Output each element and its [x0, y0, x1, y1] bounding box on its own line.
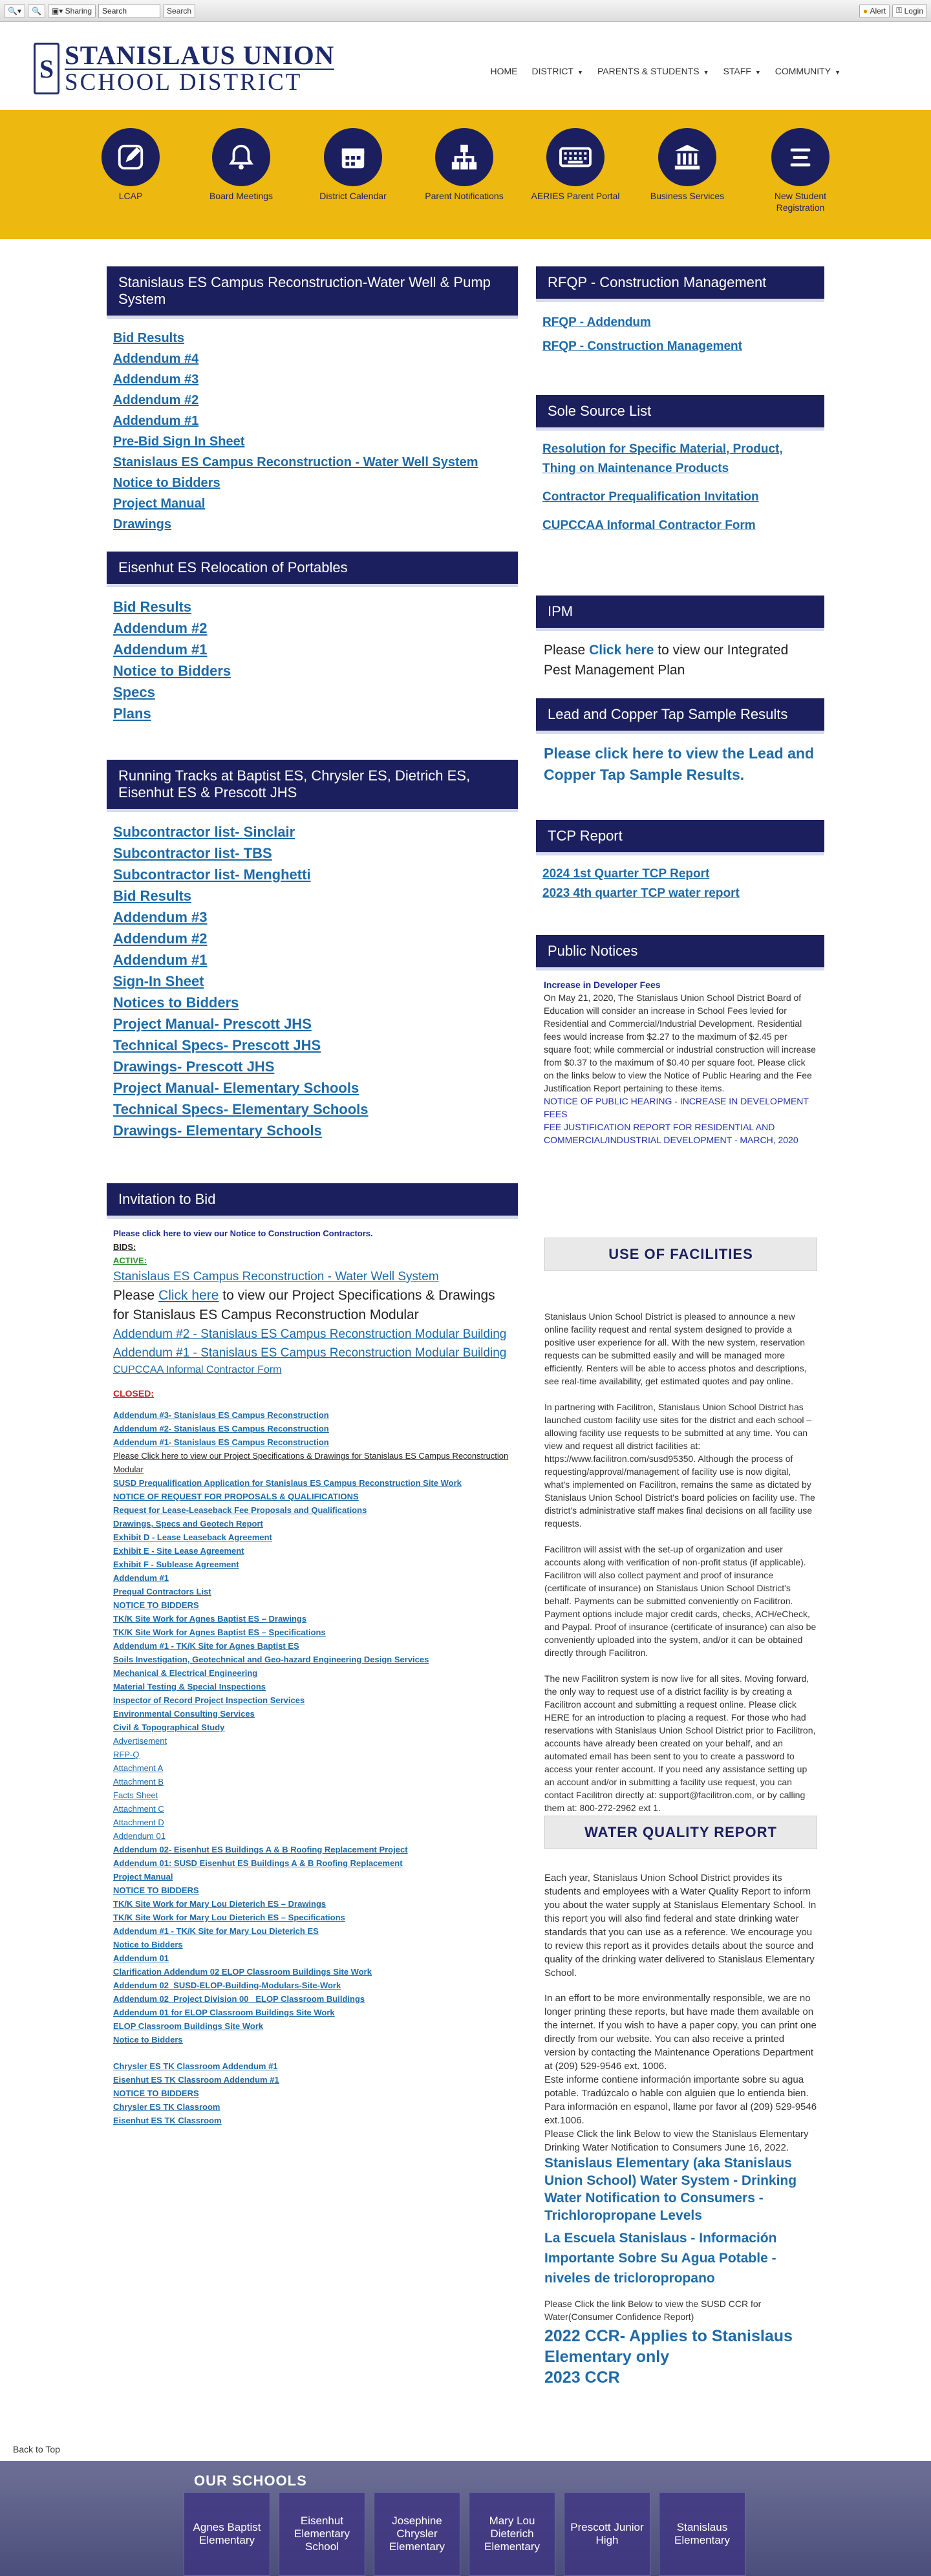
panel-tcp-report	[536, 820, 824, 912]
closed-bid-link[interactable]: TK/K Site Work for Mary Lou Dieterich ES – Specifications	[113, 1913, 345, 1922]
main-nav	[490, 66, 840, 76]
ipm-link[interactable]: Click here	[589, 643, 654, 658]
closed-bid-link[interactable]: Chrysler ES TK Classroom Addendum #1	[113, 2061, 278, 2071]
panel-link[interactable]: Drawings- Prescott JHS	[113, 1058, 275, 1075]
panel-link[interactable]: Pre-Bid Sign In Sheet	[113, 435, 245, 449]
notice-hearing-link[interactable]: NOTICE OF PUBLIC HEARING - INCREASE IN DEVELOPMENT FEES	[544, 1096, 809, 1119]
closed-bid-link[interactable]: Addendum 02- Eisenhut ES Buildings A & B Roofing Replacement Project	[113, 1845, 408, 1854]
chevron-down-icon: ▼	[577, 69, 583, 76]
quick-links-bar	[0, 110, 931, 239]
panel-link[interactable]: Specs	[113, 684, 155, 700]
quicklink-board-meetings[interactable]: Board Meetings	[196, 128, 286, 202]
closed-bid-link[interactable]: Eisenhut ES TK Classroom	[113, 2116, 222, 2125]
closed-bid-link[interactable]: Clarification Addendum 02 ELOP Classroom Buildings Site Work	[113, 1967, 372, 1977]
search-button[interactable]: Search	[163, 4, 195, 18]
active-link[interactable]: Stanislaus ES Campus Reconstruction - Water Well System	[113, 1270, 439, 1283]
active-link[interactable]: CUPCCAA Informal Contractor Form	[113, 1364, 282, 1375]
water-p5: Please Click the link Below to view the SUSD CCR for Water(Consumer Confidence Report)	[544, 2299, 762, 2322]
facilities-title: USE OF FACILITIES	[544, 1238, 817, 1271]
zoom-tool-button[interactable]: 🔍▾	[4, 4, 25, 18]
panel-link[interactable]: Addendum #4	[113, 352, 199, 366]
panel-water-well	[107, 266, 518, 544]
closed-bid-link[interactable]: Addendum 01	[113, 1953, 169, 1963]
key-icon: ⚿	[896, 6, 903, 15]
menu-icon	[786, 142, 815, 172]
water-p2: In an effort to be more environmentally responsible, we are no longer printing these reports, but have made them available on the internet. If you wish to have a paper copy, you can print one directly from our website. You can also receive a printed version by contacting the Maintenance Operations Department at (209) 529-9546 ext. 1006.	[544, 1993, 817, 2072]
panel-title: Public Notices	[536, 935, 824, 971]
quicklink-business-services[interactable]: Business Services	[642, 128, 733, 202]
closed-bid-link[interactable]: ELOP Classroom Buildings Site Work	[113, 2021, 264, 2031]
closed-bid-link[interactable]: Chrysler ES TK Classroom	[113, 2102, 220, 2112]
panel-title: Invitation to Bid	[107, 1183, 518, 1219]
panel-link[interactable]: RFQP - Construction Management	[542, 339, 742, 353]
click-here-link[interactable]: Click here	[158, 1288, 219, 1303]
closed-bid-link[interactable]: TK/K Site Work for Agnes Baptist ES – Specifications	[113, 1627, 326, 1637]
alert-button[interactable]: ● Alert	[859, 4, 890, 18]
logo-mark: S	[34, 43, 59, 94]
district-logo[interactable]	[34, 41, 334, 96]
zoom-out-button[interactable]: 🔍	[28, 4, 45, 18]
panel-title: Stanislaus ES Campus Reconstruction-Water Well & Pump System	[107, 266, 518, 319]
school-tile[interactable]: Stanislaus Elementary	[659, 2492, 745, 2576]
closed-bid-link[interactable]: Facts Sheet	[113, 1790, 158, 1800]
facilities-p3: Facilitron will assist with the set-up of organization and user accounts along with verification of non-profit status (if applicable). Facilitron will also collect payment and proof of insurance (certificate of insurance) on Stanislaus Union School District's behalf. Payments can be submitted conveniently on Facilitron. Payment options include major credit cards, checks, ACH/eCheck, and Paypal. Proof of insurance (certificate of insurance) can also be conveniently uploaded into the system, and/or it can be obtained directly through Facilitron.	[544, 1544, 817, 1658]
panel-title: RFQP - Construction Management	[536, 266, 824, 302]
nav-district[interactable]: DISTRICT ▼	[531, 66, 583, 76]
closed-bid-link[interactable]: Notice to Bidders	[113, 2035, 183, 2045]
closed-bid-link[interactable]: Addendum #1 - TK/K Site for Mary Lou Dieterich ES	[113, 1926, 319, 1936]
nav-parents-students[interactable]: PARENTS & STUDENTS ▼	[597, 66, 709, 76]
panel-link[interactable]: Project Manual	[113, 497, 206, 511]
school-tile[interactable]: Josephine Chrysler Elementary	[374, 2492, 460, 2576]
panel-link[interactable]: Addendum #1	[113, 414, 199, 428]
closed-bid-link[interactable]: Project Manual	[113, 1872, 173, 1882]
closed-bid-link[interactable]: Attachment C	[113, 1804, 164, 1814]
closed-bid-link[interactable]: Drawings, Specs and Geotech Report	[113, 1519, 263, 1529]
chevron-down-icon: ▼	[754, 69, 761, 76]
sitemap-icon	[449, 142, 479, 172]
school-tile[interactable]: Eisenhut Elementary School	[279, 2492, 365, 2576]
sharing-button[interactable]: ▣▾ Sharing	[48, 4, 96, 18]
facilities-p2: In partnering with Facilitron, Stanislaus Union School District has launched custom facility use sites for the district and each school – allowing facility use requests to be submitted at any time. You can view and request all district facilities at: https://www.facilitron.com/susd95350. Although the process of requesting/approval/management of facility use is now digital, what's implemented on Facilitron, remains the same as dictated by Stanislaus Union School District's board policies on facility use. The district's administrative staff makes final decisions on all facility use requests.	[544, 1402, 815, 1529]
closed-bid-link[interactable]: Mechanical & Electrical Engineering	[113, 1668, 258, 1678]
closed-bid-link[interactable]: Addendum #1	[113, 1573, 169, 1583]
calendar-icon	[338, 142, 368, 172]
panel-title: Running Tracks at Baptist ES, Chrysler ES, Dietrich ES, Eisenhut ES & Prescott JHS	[107, 760, 518, 812]
closed-bid-link[interactable]: Attachment A	[113, 1763, 164, 1773]
notice-body: On May 21, 2020, The Stanislaus Union School District Board of Education will consider an increase in School Fees levied for Residential and Commercial/Industrial Development. Residential fees would increase from $2.27 to the maximum of $2.45 per square foot; while commercial or industrial construction will increase from $0.37 to the maximum of $0.40 per square foot. Please click on the links below to view the Notice of Public Hearing and the Fee Justification Report pertaining to these items.	[544, 993, 816, 1093]
water-p1: Each year, Stanislaus Union School District provides its students and employees with a Water Quality Report to inform you about the water supply at Stanislaus Elementary School. In this report you will also find federal and state drinking water standards that you can use as a reference. We encourage you to review this report as it provides details about the source and quality of the drinking water delivered to Stanislaus Elementary School.	[544, 1873, 817, 1979]
closed-bid-link[interactable]: Addendum 01: SUSD Eisenhut ES Buildings A & B Roofing Replacement	[113, 1858, 403, 1868]
panel-title: TCP Report	[536, 820, 824, 855]
share-icon: ▣▾	[51, 6, 63, 16]
closed-bid-link[interactable]: TK/K Site Work for Mary Lou Dieterich ES – Drawings	[113, 1899, 326, 1909]
closed-bid-link[interactable]: Eisenhut ES TK Classroom Addendum #1	[113, 2075, 279, 2085]
panel-link[interactable]: Addendum #2	[113, 620, 208, 636]
active-link[interactable]: Addendum #1 - Stanislaus ES Campus Reconstruction Modular Building	[113, 1346, 507, 1360]
active-specs-text: Please Click here to view our Project Specifications & Drawings for Stanislaus ES Campus Reconstruction Modular	[113, 1288, 495, 1322]
notice-heading: Increase in Developer Fees	[544, 980, 661, 990]
water-spanish-link[interactable]: La Escuela Stanislaus - Información Importante Sobre Su Agua Potable - niveles de tricloropropano	[544, 2231, 777, 2286]
facilities-p1: Stanislaus Union School District is pleased to announce a new online facility request and rental system designed to provide a positive user experience for all. With the new system, reservation requests can be submitted easily and will be managed more efficiently. Renters will be able to access photos and descriptions, see real-time availability, get estimated quotes and pay online.	[544, 1311, 807, 1386]
closed-bid-link[interactable]: Exhibit F - Sublease Agreement	[113, 1560, 239, 1569]
school-tile[interactable]: Mary Lou Dieterich Elementary	[469, 2492, 555, 2576]
closed-bid-link[interactable]: Advertisement	[113, 1736, 167, 1746]
panel-link[interactable]: Contractor Prequalification Invitation	[542, 490, 759, 504]
ipm-text: Please Click here to view our Integrated Pest Management Plan	[544, 643, 789, 678]
panel-invitation-to-bid	[107, 1183, 518, 2135]
panel-link[interactable]: CUPCCAA Informal Contractor Form	[542, 519, 756, 532]
our-schools-section	[0, 2461, 931, 2576]
closed-bid-link[interactable]: Addendum 02_Project Division 00_ ELOP Classroom Buildings	[113, 1994, 365, 2004]
lead-copper-link[interactable]: Please click here to view the Lead and Copper Tap Sample Results.	[544, 745, 815, 783]
bank-icon	[672, 142, 702, 172]
active-link[interactable]: Addendum #2 - Stanislaus ES Campus Reconstruction Modular Building	[113, 1327, 507, 1341]
panel-link[interactable]: Notices to Bidders	[113, 994, 239, 1011]
panel-link[interactable]: Addendum #1	[113, 641, 208, 658]
login-button[interactable]: ⚿ Login	[892, 4, 927, 18]
closed-bid-link[interactable]: SUSD Prequalification Application for Stanislaus ES Campus Reconstruction Site Work	[113, 1478, 462, 1488]
panel-link[interactable]: Drawings- Elementary Schools	[113, 1122, 322, 1139]
school-tile[interactable]: Agnes Baptist Elementary	[184, 2492, 270, 2576]
panel-link[interactable]: Bid Results	[113, 888, 192, 904]
panel-lead-copper	[536, 698, 824, 795]
panel-title: Eisenhut ES Relocation of Portables	[107, 552, 518, 587]
closed-bid-link[interactable]: Addendum #3- Stanislaus ES Campus Reconstruction	[113, 1410, 329, 1420]
browser-toolbar	[0, 0, 931, 22]
schools-title: OUR SCHOOLS	[194, 2473, 307, 2489]
quicklink-new-student-registration[interactable]: New Student Registration	[755, 128, 846, 213]
panel-link[interactable]: Project Manual- Elementary Schools	[113, 1080, 359, 1096]
notice-contractors-link[interactable]: Please click here to view our Notice to Construction Contractors.	[113, 1229, 373, 1238]
panel-sole-source	[536, 395, 824, 553]
logo-line-1: STANISLAUS UNION	[65, 40, 335, 70]
panel-link[interactable]: Project Manual- Prescott JHS	[113, 1016, 312, 1032]
closed-bid-link[interactable]: Notice to Bidders	[113, 1940, 183, 1949]
panel-link[interactable]: 2023 4th quarter TCP water report	[542, 886, 740, 900]
closed-bid-link[interactable]: Environmental Consulting Services	[113, 1709, 255, 1719]
closed-bid-link[interactable]: Soils Investigation, Geotechnical and Geo-hazard Engineering Design Services	[113, 1655, 429, 1664]
panel-link[interactable]: Subcontractor list- TBS	[113, 845, 272, 861]
nav-community[interactable]: COMMUNITY ▼	[775, 66, 840, 76]
closed-bid-link[interactable]: Inspector of Record Project Inspection Services	[113, 1695, 305, 1705]
panel-public-notices	[536, 935, 824, 1154]
closed-bid-link[interactable]: TK/K Site Work for Agnes Baptist ES – Drawings	[113, 1614, 307, 1624]
closed-bid-link[interactable]: Material Testing & Special Inspections	[113, 1682, 266, 1691]
closed-bid-link[interactable]: RFP-Q	[113, 1750, 140, 1759]
spacer	[113, 2046, 511, 2059]
panel-title: Sole Source List	[536, 395, 824, 431]
fee-report-link[interactable]: FEE JUSTIFICATION REPORT FOR RESIDENTIAL AND COMMERCIAL/INDUSTRIAL DEVELOPMENT - MARCH, 2020	[544, 1122, 798, 1145]
water-p3: Este informe contiene información importante sobre su agua potable. Tradúzcalo o hable con alguien que lo entienda bien. Para información en espanol, llame por favor al (209) 529-9546 ext.1006.	[544, 2074, 817, 2126]
closed-bid-link[interactable]: NOTICE OF REQUEST FOR PROPOSALS & QUALIFICATIONS	[113, 1492, 359, 1501]
closed-specs-note: Please Click here to view our Project Specifications & Drawings for Stanislaus ES Campus Reconstruction Modular	[113, 1451, 509, 1474]
closed-bid-link[interactable]: Addendum #1- Stanislaus ES Campus Reconstruction	[113, 1437, 329, 1447]
panel-title: Lead and Copper Tap Sample Results	[536, 698, 824, 734]
panel-link[interactable]: Subcontractor list- Menghetti	[113, 866, 311, 883]
closed-bid-link[interactable]: Prequal Contractors List	[113, 1587, 211, 1596]
school-tile[interactable]: Prescott Junior High	[564, 2492, 650, 2576]
closed-bid-link[interactable]: Addendum 01	[113, 1831, 166, 1841]
panel-title: IPM	[536, 596, 824, 631]
panel-link[interactable]: Sign-In Sheet	[113, 973, 204, 989]
panel-link[interactable]: Bid Results	[113, 599, 192, 615]
panel-link[interactable]: Drawings	[113, 517, 172, 531]
panel-link[interactable]: Notice to Bidders	[113, 663, 231, 679]
panel-link[interactable]: Addendum #2	[113, 393, 199, 407]
logo-line-2: SCHOOL DISTRICT	[65, 69, 334, 96]
closed-bid-link[interactable]: Civil & Topographical Study	[113, 1723, 225, 1732]
ccr-2022-link[interactable]: 2022 CCR- Applies to Stanislaus Elementary only	[544, 2327, 793, 2366]
quicklink-district-calendar[interactable]: District Calendar	[308, 128, 398, 202]
quicklink-parent-notifications[interactable]: Parent Notifications	[419, 128, 509, 202]
nav-home[interactable]: HOME	[490, 66, 518, 76]
active-label: ACTIVE:	[113, 1256, 147, 1265]
ccr-2023-link[interactable]: 2023 CCR	[544, 2368, 620, 2387]
edit-icon	[116, 142, 145, 172]
panel-link[interactable]: 2024 1st Quarter TCP Report	[542, 867, 710, 881]
panel-link[interactable]: Technical Specs- Prescott JHS	[113, 1037, 321, 1053]
closed-bid-link[interactable]: NOTICE TO BIDDERS	[113, 1600, 199, 1610]
site-header	[0, 22, 931, 110]
closed-bid-link[interactable]: Addendum #1 - TK/K Site for Agnes Baptist ES	[113, 1641, 299, 1651]
closed-bid-link[interactable]: Addendum 02_SUSD-ELOP-Building-Modulars-Site-Work	[113, 1980, 341, 1990]
panel-eisenhut-portables	[107, 552, 518, 733]
closed-bid-link[interactable]: Addendum #2- Stanislaus ES Campus Reconstruction	[113, 1424, 329, 1433]
panel-link[interactable]: RFQP - Addendum	[542, 316, 651, 329]
quicklink-aeries-portal[interactable]: AERIES Parent Portal	[530, 128, 621, 202]
bids-label: BIDS:	[113, 1242, 136, 1252]
water-p4: Please Click the link Below to view the Stanislaus Elementary Drinking Water Notification to Consumers June 16, 2022.	[544, 2129, 809, 2153]
facilities-p4: The new Facilitron system is now live for all sites. Moving forward, the only way to request use of a district facility is by creating a Facilitron account and submitting a request online. Please click HERE for an introduction to placing a request. For those who had reservations with Stanislaus Union School District prior to Facilitron, accounts have already been created on your behalf, and an automated email has been sent to you to create a password to access your renter account. If you need any assistance setting up an account and/or in submitting a facility use request, you can contact Facilitron directly at: support@facilitron.com, or by calling them at: 800-272-2962 ext 1.	[544, 1673, 816, 1813]
back-to-top-link[interactable]: Back to Top	[13, 2444, 60, 2454]
closed-bid-link[interactable]: Attachment B	[113, 1777, 164, 1787]
closed-bid-link[interactable]: Attachment D	[113, 1818, 164, 1827]
alert-icon: ●	[862, 6, 868, 16]
water-quality-section	[544, 1816, 817, 2388]
closed-bid-link[interactable]: Addendum 01 for ELOP Classroom Buildings Site Work	[113, 2008, 335, 2017]
panel-link[interactable]: Bid Results	[113, 331, 185, 345]
nav-staff[interactable]: STAFF ▼	[723, 66, 761, 76]
panel-link[interactable]: Addendum #2	[113, 930, 208, 947]
quicklink-lcap[interactable]: LCAP	[85, 128, 176, 202]
panel-link[interactable]: Plans	[113, 705, 151, 722]
panel-ipm	[536, 596, 824, 689]
closed-label: CLOSED:	[113, 1388, 154, 1399]
keyboard-icon	[559, 142, 592, 172]
water-quality-title: WATER QUALITY REPORT	[544, 1816, 817, 1849]
panel-running-tracks	[107, 760, 518, 1150]
panel-link[interactable]: Stanislaus ES Campus Reconstruction - Water Well System Notice to Bidders	[113, 455, 478, 490]
panel-link[interactable]: Addendum #3	[113, 372, 199, 387]
bell-icon	[226, 142, 256, 172]
closed-bid-link[interactable]: Exhibit E - Site Lease Agreement	[113, 1546, 244, 1556]
chevron-down-icon: ▼	[835, 69, 840, 76]
panel-link[interactable]: Technical Specs- Elementary Schools	[113, 1101, 369, 1117]
panel-link[interactable]: Resolution for Specific Material, Product, Thing on Maintenance Products	[542, 442, 783, 475]
closed-bid-link[interactable]: Request for Lease-Leaseback Fee Proposals and Qualifications	[113, 1505, 367, 1515]
facilities-section	[544, 1238, 817, 1814]
closed-bid-link[interactable]: Exhibit D - Lease Leaseback Agreement	[113, 1532, 272, 1542]
water-notification-link[interactable]: Stanislaus Elementary (aka Stanislaus Union School) Water System - Drinking Water Notification to Consumers - Trichloropropane Levels	[544, 2156, 797, 2223]
search-input[interactable]: Search	[98, 4, 160, 18]
panel-rfqp	[536, 266, 824, 369]
chevron-down-icon: ▼	[703, 69, 709, 76]
panel-link[interactable]: Addendum #1	[113, 952, 208, 968]
panel-link[interactable]: Subcontractor list- Sinclair	[113, 824, 295, 840]
closed-bid-link[interactable]: NOTICE TO BIDDERS	[113, 2088, 199, 2098]
closed-bid-link[interactable]: NOTICE TO BIDDERS	[113, 1885, 199, 1895]
panel-link[interactable]: Addendum #3	[113, 909, 208, 925]
